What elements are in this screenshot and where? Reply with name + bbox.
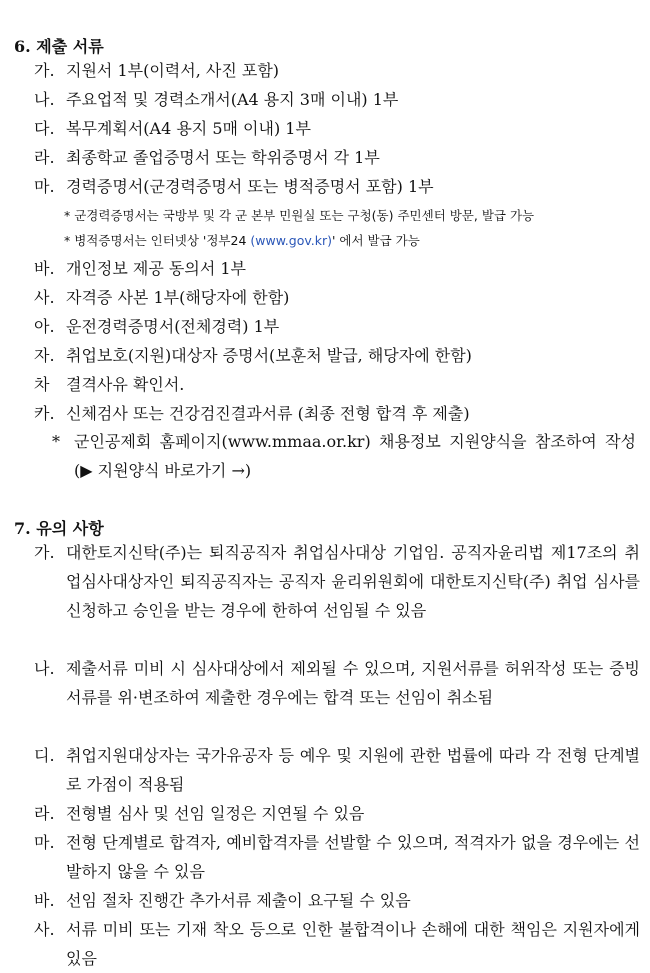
item-text: 서류 미비 또는 기재 착오 등으로 인한 불합격이나 손해에 대한 책임은 지원자에게 있음 [66, 920, 640, 968]
item-text: 제출서류 미비 시 심사대상에서 제외될 수 있으며, 지원서류를 허위작성 또는 증빙서류를 위·변조하여 제출한 경우에는 합격 또는 선임이 취소됨 [66, 659, 640, 707]
item-text: 최종학교 졸업증명서 또는 학위증명서 각 1부 [66, 148, 380, 167]
play-triangle-icon[interactable]: ▶ [80, 461, 93, 480]
byeongjeok-cert-note [64, 231, 420, 249]
item-marker: 자. [34, 346, 55, 365]
item-marker: 마. [34, 833, 55, 852]
application-form-note [52, 427, 636, 485]
list-item [34, 799, 640, 828]
item-text: 대한토지신탁(주)는 퇴직공직자 취업심사대상 기업임. 공직자윤리법 제17조의 취업심사대상자인 퇴직공직자는 공직자 윤리위원회에 대한토지신탁(주) 취업 심사를 신청하고 승인을 받는 경우에 한하여 선임될 수 있음 [66, 543, 640, 620]
section-7-title: 7. 유의 사항 [14, 519, 104, 538]
item-text: 운전경력증명서(전체경력) 1부 [66, 317, 280, 336]
list-item [34, 114, 640, 143]
list-item [34, 172, 640, 201]
item-marker: 나. [34, 659, 55, 678]
item-marker: 카. [34, 404, 55, 423]
item-text: 취업보호(지원)대상자 증명서(보훈처 발급, 해당자에 한함) [66, 346, 472, 365]
right-arrow-icon[interactable]: → [231, 461, 245, 480]
asterisk: * [52, 432, 60, 451]
note-text-prefix: * 병적증명서는 인터넷상 '정부24 [64, 233, 251, 248]
item-marker: 라. [34, 148, 55, 167]
note-text-suffix: ' 에서 발급 가능 [332, 233, 420, 248]
list-item [34, 370, 640, 399]
list-item [34, 399, 640, 428]
item-text: 개인정보 제공 동의서 1부 [66, 259, 246, 278]
list-item [34, 741, 640, 799]
item-text: 전형별 심사 및 선임 일정은 지연될 수 있음 [66, 804, 365, 823]
item-marker: 마. [34, 177, 55, 196]
item-text: 경력증명서(군경력증명서 또는 병적증명서 포함) 1부 [66, 177, 434, 196]
list-item [34, 143, 640, 172]
military-cert-note: * 군경력증명서는 국방부 및 각 군 본부 민원실 또는 구청(동) 주민센터 방문, 발급 가능 [64, 208, 535, 223]
item-marker: 사. [34, 288, 55, 307]
list-item [34, 85, 640, 114]
item-marker: 바. [34, 259, 55, 278]
list-item [34, 654, 640, 712]
section-6-title: 6. 제출 서류 [14, 37, 104, 56]
item-marker: 가. [34, 543, 55, 562]
note-body [74, 427, 636, 485]
list-item [34, 254, 640, 283]
form-shortcut-link[interactable]: 지원양식 바로가기 [92, 461, 232, 480]
item-marker: 차 [34, 375, 50, 394]
item-text: 복무계획서(A4 용지 5매 이내) 1부 [66, 119, 311, 138]
item-text: 자격증 사본 1부(해당자에 한함) [66, 288, 290, 307]
list-item [34, 538, 640, 625]
list-item [34, 886, 640, 915]
item-marker: 가. [34, 61, 55, 80]
item-marker: 다. [34, 119, 55, 138]
item-text: 지원서 1부(이력서, 사진 포함) [66, 61, 280, 80]
list-item [34, 312, 640, 341]
item-marker: 나. [34, 90, 55, 109]
item-text: 취업지원대상자는 국가유공자 등 예우 및 지원에 관한 법률에 따라 각 전형 단계별로 가점이 적용됨 [66, 746, 640, 794]
item-text: 결격사유 확인서. [66, 375, 185, 394]
note-text-close: ) [244, 461, 252, 480]
item-text: 주요업적 및 경력소개서(A4 용지 3매 이내) 1부 [66, 90, 399, 109]
list-item [34, 56, 640, 85]
gov-link[interactable]: (www.gov.kr) [250, 233, 333, 248]
note-text: 군인공제회 홈페이지(www.mmaa.or.kr) 채용정보 지원양식을 참조하여 작성 ( [74, 432, 636, 480]
item-marker: 사. [34, 920, 55, 939]
item-marker: 라. [34, 804, 55, 823]
item-marker: 아. [34, 317, 55, 336]
list-item [34, 341, 640, 370]
list-item [34, 828, 640, 886]
item-text: 신체검사 또는 건강검진결과서류 (최종 전형 합격 후 제출) [66, 404, 470, 423]
item-text: 선임 절차 진행간 추가서류 제출이 요구될 수 있음 [66, 891, 411, 910]
item-marker: 바. [34, 891, 55, 910]
item-marker: 디. [34, 746, 55, 765]
list-item [34, 915, 640, 973]
list-item [34, 283, 640, 312]
item-text: 전형 단계별로 합격자, 예비합격자를 선발할 수 있으며, 적격자가 없을 경우에는 선발하지 않을 수 있음 [66, 833, 640, 881]
